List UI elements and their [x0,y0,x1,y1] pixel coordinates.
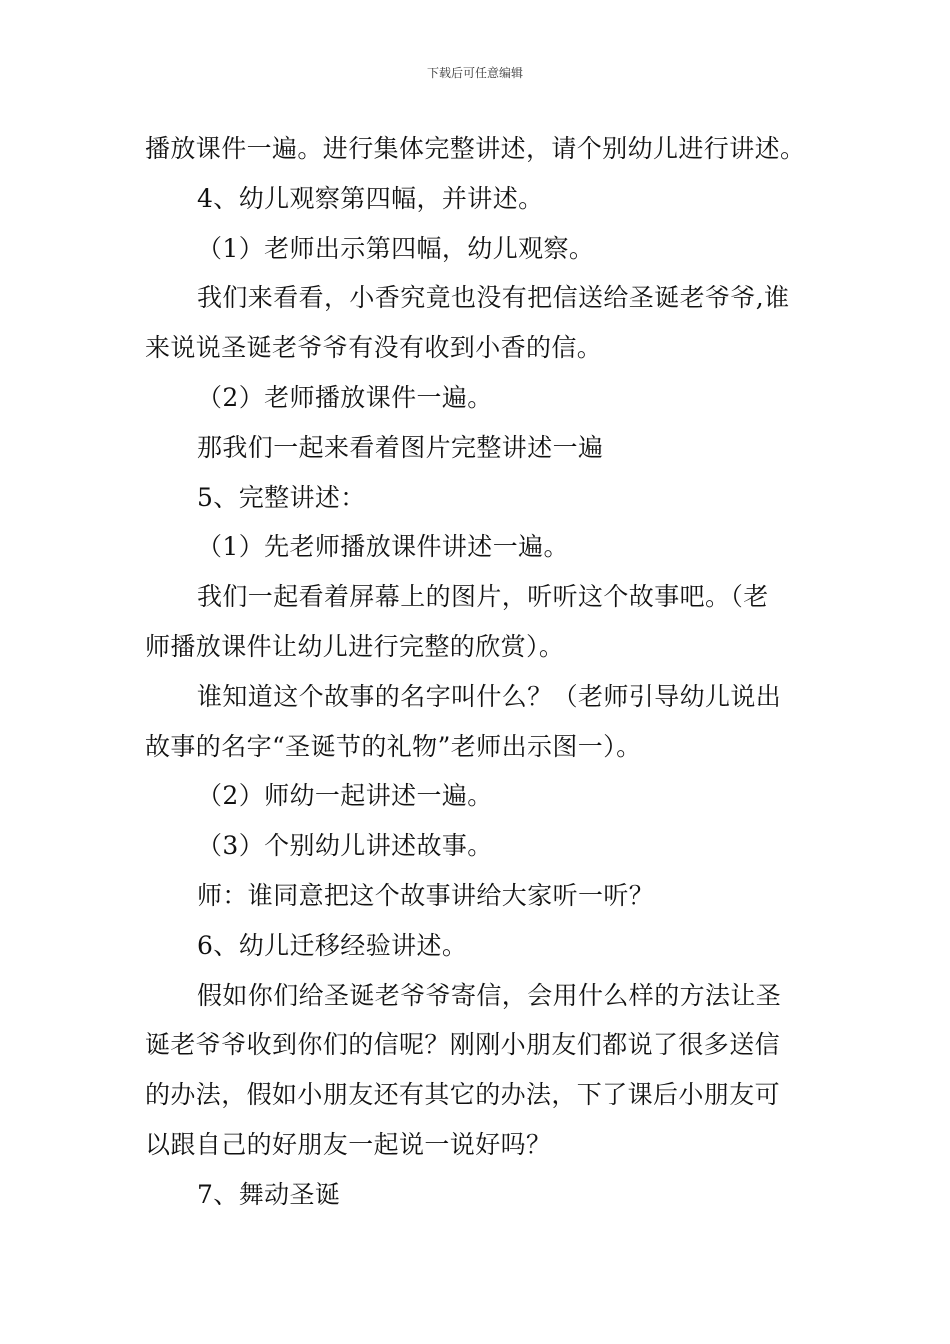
paragraph-line: 谁知道这个故事的名字叫什么？（老师引导幼儿说出 [197,681,782,711]
paragraph-line: 来说说圣诞老爷爷有没有收到小香的信。 [145,333,603,363]
paragraph-line: 假如你们给圣诞老爷爷寄信，会用什么样的方法让圣 [197,980,782,1010]
paragraph-line: 6、幼儿迁移经验讲述。 [197,930,468,960]
paragraph-line: （1）老师出示第四幅，幼儿观察。 [197,233,595,263]
paragraph-line: 以跟自己的好朋友一起说一说好吗？ [145,1129,552,1159]
paragraph-line: 我们一起看着屏幕上的图片，听听这个故事吧。（老 [197,582,769,612]
paragraph-line: 播放课件一遍。进行集体完整讲述，请个别幼儿进行讲述。 [145,134,806,163]
page-header: 下载后可任意编辑 [426,66,523,80]
paragraph-line: 诞老爷爷收到你们的信呢？刚刚小朋友们都说了很多送信 [145,1030,781,1060]
paragraph-line: 师播放课件让幼儿进行完整的欣赏）。 [145,631,565,661]
paragraph-line: 7、舞动圣诞 [197,1179,341,1209]
paragraph-line: （2）师幼一起讲述一遍。 [197,781,493,811]
paragraph-line: 4、幼儿观察第四幅，并讲述。 [197,183,544,213]
paragraph-line: 我们来看看，小香究竟也没有把信送给圣诞老爷爷,谁 [197,283,790,313]
paragraph-line: 5、完整讲述： [197,482,366,512]
paragraph-line: 故事的名字“圣诞节的礼物”老师出示图一）。 [145,731,642,761]
paragraph-line: （3）个别幼儿讲述故事。 [197,831,493,861]
paragraph-line: 师：谁同意把这个故事讲给大家听一听？ [197,880,655,910]
paragraph-line: 的办法，假如小朋友还有其它的办法，下了课后小朋友可 [145,1080,781,1110]
paragraph-line: （2）老师播放课件一遍。 [197,382,493,412]
paragraph-line: （1）先老师播放课件讲述一遍。 [197,532,569,562]
paragraph-line: 那我们一起来看着图片完整讲述一遍 [197,432,604,462]
document-body [145,124,817,1220]
